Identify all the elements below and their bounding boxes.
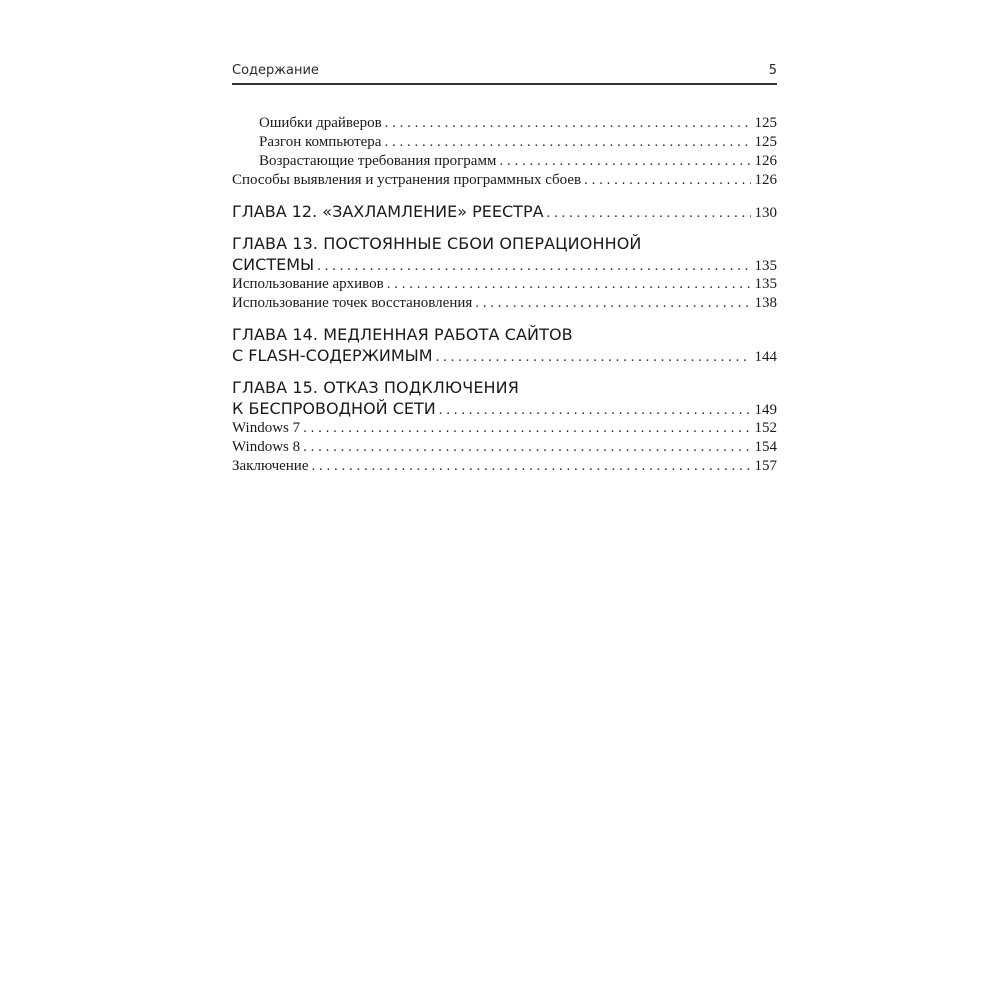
toc-leader-dots [303, 438, 750, 457]
toc-leader-dots [387, 275, 751, 294]
toc-chapter-heading [232, 201, 777, 222]
toc-entry-title: Использование точек восстановления [232, 295, 473, 311]
toc-entry-page: 126 [754, 153, 777, 169]
toc-leader-dots [317, 256, 750, 277]
toc-entry-title: Способы выявления и устранения программных сбоев [232, 172, 582, 188]
running-header-title: Содержание [232, 63, 319, 78]
toc-entry-page: 135 [754, 276, 777, 292]
toc-chapter-heading [232, 254, 777, 275]
toc-entry-page: 125 [754, 134, 777, 150]
running-header [232, 62, 777, 85]
toc-entry-windows-8 [232, 438, 777, 457]
toc-chapter-title-line2: СИСТЕМЫ [232, 255, 315, 274]
toc-entry-page: 126 [754, 172, 777, 188]
toc-leader-dots [499, 152, 750, 171]
toc-chapter-heading [232, 345, 777, 366]
toc-leader-dots [475, 294, 750, 313]
toc-leader-dots [439, 400, 751, 421]
toc-chapter-title: ГЛАВА 12. «ЗАХЛАМЛЕНИЕ» РЕЕСТРА [232, 202, 544, 221]
toc-entry-title: Разгон компьютера [259, 134, 382, 150]
toc-entry-page: 152 [754, 420, 777, 436]
toc-chapter-title-line1: ГЛАВА 13. ПОСТОЯННЫЕ СБОИ ОПЕРАЦИОННОЙ [232, 234, 642, 253]
toc-leader-dots [385, 114, 751, 133]
toc-entry-title: Windows 8 [232, 439, 301, 455]
toc-chapter-heading [232, 398, 777, 419]
toc-leader-dots [384, 133, 750, 152]
toc-entry-driver-errors [232, 114, 777, 133]
toc-leader-dots [303, 419, 750, 438]
toc-chapter-page: 130 [754, 205, 777, 221]
toc-chapter-12 [232, 201, 777, 222]
toc-entry-page: 138 [754, 295, 777, 311]
toc-entry-windows-7 [232, 419, 777, 438]
book-page [232, 62, 777, 476]
toc-entry-program-requirements [232, 152, 777, 171]
toc-leader-dots [547, 203, 751, 224]
toc-entry-software-failures [232, 171, 777, 190]
toc-entry-title: Использование архивов [232, 276, 384, 292]
table-of-contents [232, 114, 777, 476]
toc-chapter-title-line2: С FLASH-СОДЕРЖИМЫМ [232, 346, 433, 365]
toc-leader-dots [436, 347, 751, 368]
toc-chapter-title-line1: ГЛАВА 14. МЕДЛЕННАЯ РАБОТА САЙТОВ [232, 325, 573, 344]
toc-chapter-title-line2: К БЕСПРОВОДНОЙ СЕТИ [232, 399, 436, 418]
toc-chapter-page: 135 [754, 258, 777, 274]
toc-entry-restore-points [232, 294, 777, 313]
toc-chapter-title-line1: ГЛАВА 15. ОТКАЗ ПОДКЛЮЧЕНИЯ [232, 378, 519, 397]
toc-entry-conclusion [232, 457, 777, 476]
toc-entry-title: Ошибки драйверов [259, 115, 382, 131]
toc-entry-title: Windows 7 [232, 420, 301, 436]
toc-leader-dots [584, 171, 750, 190]
toc-entry-page: 157 [754, 458, 777, 474]
page-number: 5 [768, 63, 777, 78]
toc-chapter-15 [232, 377, 777, 476]
toc-entry-overclocking [232, 133, 777, 152]
toc-chapter-14 [232, 324, 777, 366]
toc-chapter-page: 149 [754, 402, 777, 418]
toc-leader-dots [312, 457, 751, 476]
toc-entry-title: Возрастающие требования программ [259, 153, 497, 169]
toc-entry-title: Заключение [232, 458, 309, 474]
toc-entry-page: 125 [754, 115, 777, 131]
toc-entry-page: 154 [754, 439, 777, 455]
toc-chapter-13 [232, 233, 777, 313]
toc-chapter-page: 144 [754, 349, 777, 365]
toc-entry-archives [232, 275, 777, 294]
